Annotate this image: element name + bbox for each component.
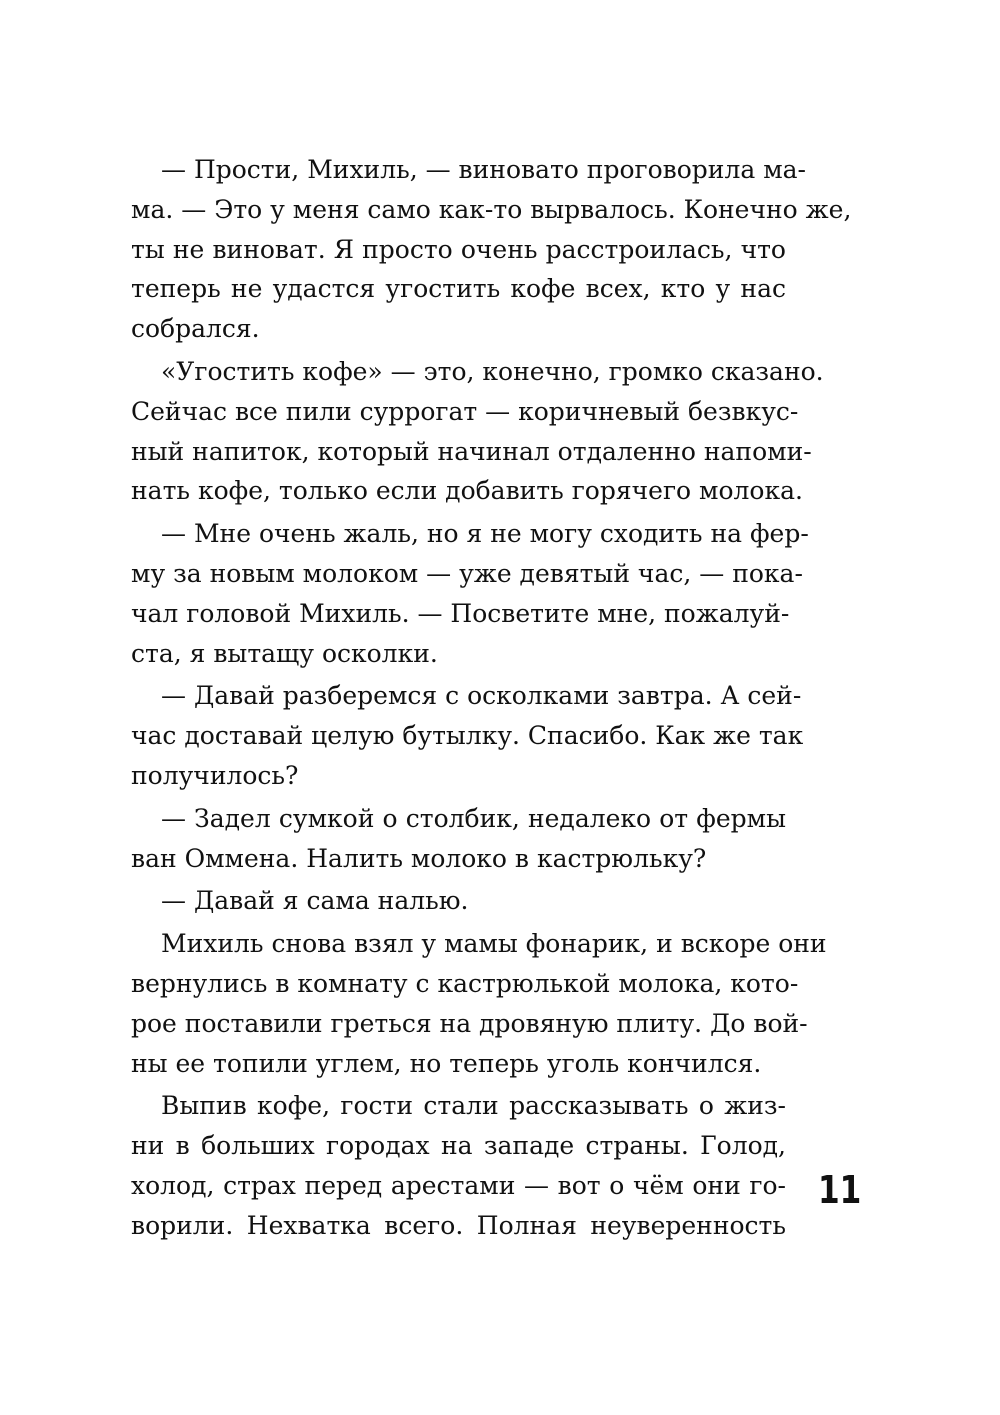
text-line: холод, страх перед арестами — вот о чём они го-	[131, 1170, 786, 1200]
text-line: собрался.	[131, 314, 260, 344]
text-line: чал головой Михиль. — Посветите мне, пожалуй-	[131, 598, 790, 628]
text-line: ста, я вытащу осколки.	[131, 638, 438, 668]
text-line: Михиль снова взял у мамы фонарик, и вскоре они	[161, 929, 827, 959]
text-line: «Угостить кофе» — это, конечно, громко сказано.	[161, 356, 824, 386]
text-line: ворили. Нехватка всего. Полная неуверенность	[131, 1210, 786, 1240]
paragraph	[131, 881, 786, 921]
text-line: — Задел сумкой о столбик, недалеко от фермы	[161, 803, 786, 833]
text-line: — Давай я сама налью.	[161, 886, 469, 916]
paragraph	[131, 1086, 786, 1245]
text-line: час доставай целую бутылку. Спасибо. Как же так	[131, 721, 804, 751]
text-line: — Прости, Михиль, — виновато проговорила ма-	[161, 155, 806, 184]
text-line: Сейчас все пили суррогат — коричневый безвкус-	[131, 396, 799, 426]
page-number: 11	[818, 1168, 862, 1212]
text-line: рое поставили греться на дровяную плиту. До вой-	[131, 1008, 808, 1038]
text-line: — Мне очень жаль, но я не могу сходить на фер-	[161, 519, 809, 549]
text-line: му за новым молоком — уже девятый час, — пока-	[131, 558, 803, 588]
text-line: ни в больших городах на западе страны. Голод,	[131, 1131, 786, 1161]
text-line: получилось?	[131, 760, 299, 790]
paragraph	[131, 514, 809, 673]
paragraph	[131, 352, 824, 511]
text-line: нать кофе, только если добавить горячего молока.	[131, 476, 803, 506]
text-line: ты не виноват. Я просто очень расстроилась, что	[131, 234, 786, 264]
paragraph	[131, 799, 786, 879]
text-line: ма. — Это у меня само как-то вырвалось. Конечно же,	[131, 194, 852, 224]
text-line: — Давай разберемся с осколками завтра. А сей-	[161, 681, 802, 711]
text-line: ван Оммена. Налить молоко в кастрюльку?	[131, 843, 707, 873]
text-line: вернулись в комнату с кастрюлькой молока, кото-	[131, 968, 799, 998]
paragraph	[131, 924, 827, 1083]
paragraph	[131, 676, 804, 795]
text-line: ны ее топили углем, но теперь уголь кончился.	[131, 1048, 762, 1078]
paragraph	[131, 150, 852, 349]
text-line: теперь не удастся угостить кофе всех, кто у нас	[131, 274, 786, 304]
text-line: ный напиток, который начинал отдаленно напоми-	[131, 436, 812, 466]
text-line: Выпив кофе, гости стали рассказывать о жиз-	[161, 1091, 786, 1121]
